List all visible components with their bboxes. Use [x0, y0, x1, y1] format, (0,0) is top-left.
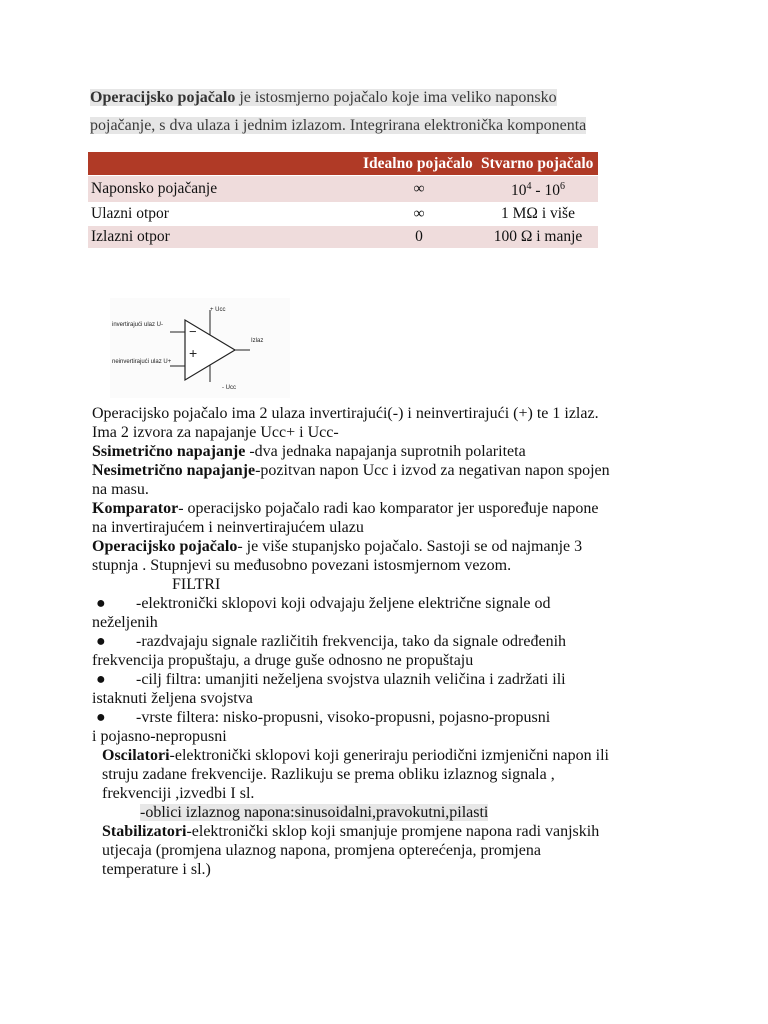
label-ucc-negative: - Ucc	[222, 385, 236, 391]
oscillator-waveforms: -oblici izlaznog napona:sinusoidalni,pravokutni,pilasti	[140, 804, 489, 821]
list-item-continuation: frekvencija propuštaju, a druge guše odnosno ne propuštaju	[92, 652, 474, 669]
row-real: $10^4 - 10^6$	[478, 176, 598, 203]
term-comparator: Komparator	[92, 500, 179, 517]
table-row	[88, 226, 598, 249]
term-symmetric: Ssimetrično napajanje	[92, 443, 246, 460]
list-item-continuation: istaknuti željena svojstva	[92, 690, 253, 707]
label-noninverting-input: neinvertirajući ulaz U+	[112, 359, 172, 365]
intro-term: Operacijsko pojačalo	[90, 89, 236, 106]
table-header-row	[88, 152, 598, 176]
row-label: Ulazni otpor	[88, 203, 360, 226]
paragraph: Ima 2 izvora za napajanje Ucc+ i Ucc-	[92, 424, 339, 441]
term-opamp: Operacijsko pojačalo	[92, 538, 238, 555]
term-oscillators: Oscilatori	[102, 747, 170, 764]
row-real: 100 Ω i manje	[478, 226, 598, 249]
table-header-real: Stvarno pojačalo	[478, 152, 598, 176]
intro-line-1: Operacijsko pojačalo je istosmjerno pojačalo koje ima veliko naponsko	[90, 89, 557, 106]
table-row	[88, 176, 598, 203]
paragraph: frekvenciji ,izvedbi I sl.	[102, 785, 255, 802]
label-inverting-input: invertirajući ulaz U-	[112, 322, 164, 328]
paragraph: struju zadane frekvencije. Razlikuju se prema obliku izlaznog signala ,	[102, 766, 555, 783]
table-header-ideal: Idealno pojačalo	[360, 152, 478, 176]
filters-heading: FILTRI	[172, 576, 221, 593]
label-output: Izlaz	[251, 338, 264, 344]
bullet-icon: ●	[96, 709, 106, 726]
document-body	[92, 404, 712, 879]
plus-sign: +	[189, 345, 198, 361]
table-header-empty	[88, 152, 360, 176]
row-label: Naponsko pojačanje	[88, 176, 360, 203]
minus-sign: −	[189, 324, 197, 339]
paragraph-opamp: Operacijsko pojačalo- je više stupanjsko pojačalo. Sastoji se od najmanje 3	[92, 538, 583, 555]
paragraph-asymmetric-supply: Nesimetrično napajanje-pozitvan napon Ucc i izvod za negativan napon spojen	[92, 462, 610, 479]
properties-table	[88, 152, 598, 249]
list-item-continuation: i pojasno-nepropusni	[92, 728, 227, 745]
list-item-continuation: neželjenih	[92, 614, 158, 631]
paragraph: na masu.	[92, 481, 149, 498]
bullet-icon: ●	[96, 595, 106, 612]
paragraph-oscillators: Oscilatori-elektronički sklopovi koji generiraju periodični izmjenični napon ili	[102, 747, 609, 764]
list-item: ● -elektronički sklopovi koji odvajaju željene električne signale od	[92, 594, 712, 613]
row-ideal: 0	[360, 226, 478, 249]
row-label: Izlazni otpor	[88, 226, 360, 249]
list-item: ● -razdvajaju signale različitih frekvencija, tako da signale određenih	[92, 632, 712, 651]
paragraph: temperature i sl.)	[102, 861, 211, 878]
paragraph-comparator: Komparator- operacijsko pojačalo radi kao komparator jer uspoređuje napone	[92, 500, 599, 517]
label-ucc-positive: + Ucc	[210, 307, 226, 313]
paragraph-symmetric-supply: Ssimetrično napajanje -dva jednaka napajanja suprotnih polariteta	[92, 443, 526, 460]
paragraph: utjecaja (promjena ulaznog napona, promjena opterećenja, promjena	[102, 842, 541, 859]
term-stabilizers: Stabilizatori	[102, 823, 187, 840]
intro-line-2: pojačanje, s dva ulaza i jednim izlazom. Integrirana elektronička komponenta	[90, 117, 587, 134]
row-real: 1 MΩ i više	[478, 203, 598, 226]
opamp-diagram	[110, 298, 290, 398]
paragraph: na invertirajućem i neinvertirajućem ulazu	[92, 519, 364, 536]
term-asymmetric: Nesimetrično napajanje	[92, 462, 256, 479]
paragraph-stabilizers: Stabilizatori-elektronički sklop koji smanjuje promjene napona radi vanjskih	[102, 823, 600, 840]
paragraph: stupnja . Stupnjevi su međusobno povezani istosmjernom vezom.	[92, 557, 512, 574]
list-item: ● -cilj filtra: umanjiti neželjena svojstva ulaznih veličina i zadržati ili	[92, 670, 712, 689]
list-item: ● -vrste filtera: nisko-propusni, visoko-propusni, pojasno-propusni	[92, 708, 712, 727]
table-row	[88, 203, 598, 226]
bullet-icon: ●	[96, 671, 106, 688]
paragraph: Operacijsko pojačalo ima 2 ulaza invertirajući(-) i neinvertirajući (+) te 1 izlaz.	[92, 405, 599, 422]
intro-paragraph	[90, 84, 690, 140]
row-ideal: ∞	[360, 176, 478, 203]
bullet-icon: ●	[96, 633, 106, 650]
row-ideal: ∞	[360, 203, 478, 226]
